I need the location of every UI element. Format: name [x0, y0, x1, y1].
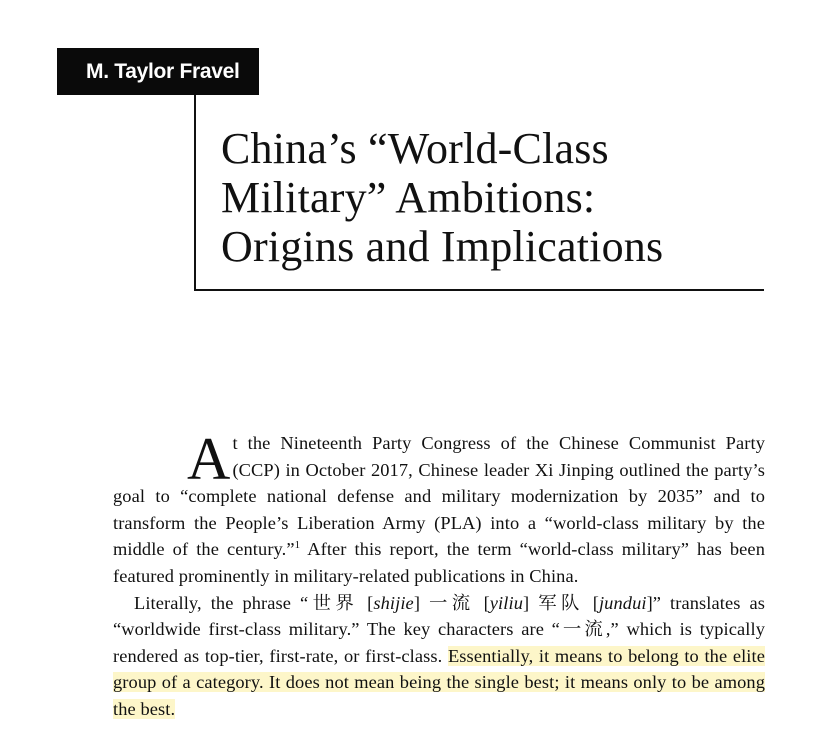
paragraph-1-text-after: After this report, the term “world-class military” has been featured prominently in military-related publications in China. [113, 539, 765, 586]
title-line-1: China’s “World-Class [221, 124, 609, 173]
footnote-marker[interactable]: 1 [294, 539, 301, 552]
paragraph-2-text-d: ]” translates as “worldwide first-class military.” The key characters are “一流,” which is typically rendered as top-tier, first-rate, or first-class. [113, 592, 766, 666]
pinyin-shijie: shijie [373, 592, 414, 613]
highlighted-text[interactable]: Essentially, it means to belong to the elite group of a category. It does not mean being the single best; it means only to be among the best. [113, 645, 765, 719]
paragraph-2-text-c: ] 军队 [ [522, 592, 599, 613]
pinyin-yiliu: yiliu [489, 592, 523, 613]
title-line-2: Military” Ambitions: [221, 173, 596, 222]
paragraph-2 [113, 590, 765, 723]
drop-cap: A [187, 426, 231, 492]
paragraph-1 [113, 426, 765, 590]
paragraph-1-text: t the Nineteenth Party Congress of the Chinese Communist Party (CCP) in October 2017, Chinese leader Xi Jinping outlined the party’s goal to “complete national defense and military modernization by 2035” and to transform the People’s Liberation Army (PLA) into a “world-class military by the middle of the century.” [113, 433, 765, 560]
article-body [113, 426, 766, 723]
paragraph-2-text-b: ] 一流 [ [413, 592, 490, 613]
title-frame-vertical-rule [194, 95, 196, 290]
paragraph-2-text-a: Literally, the phrase “世界 [ [134, 592, 374, 613]
pinyin-jundui: jundui [598, 592, 647, 613]
title-frame-horizontal-rule [194, 289, 764, 291]
title-line-3: Origins and Implications [221, 222, 664, 271]
article-title [221, 124, 761, 271]
author-name-box: M. Taylor Fravel [57, 48, 259, 95]
